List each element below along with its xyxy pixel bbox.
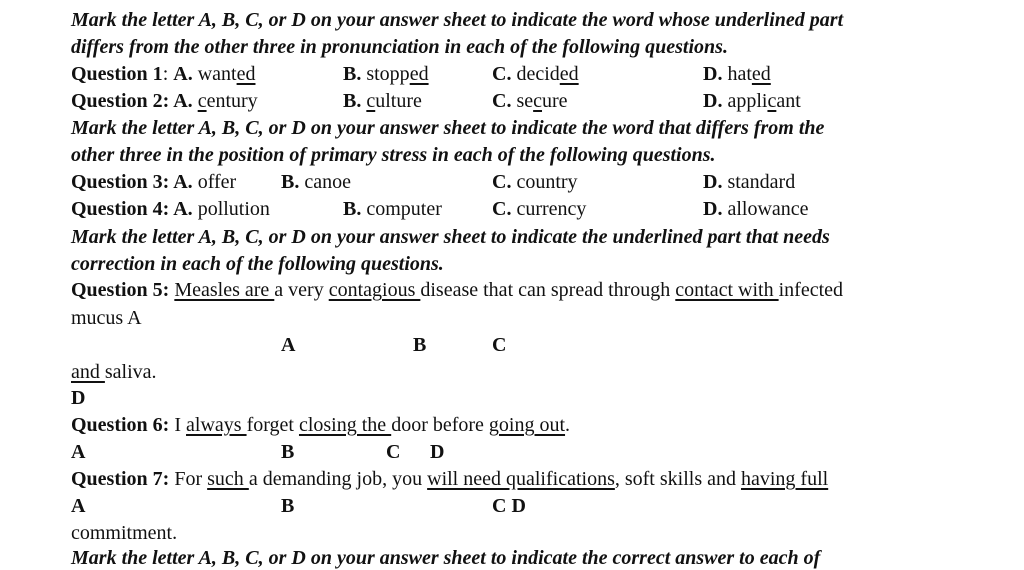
q7-underlined-c: having full [740,468,829,490]
q3-option-b [281,170,351,194]
q3-option-b-text: canoe [299,171,351,193]
q3-option-a: offer [192,171,237,193]
q2-option-d-letter: D. [703,90,723,112]
q1-option-d-underlined: ed [751,63,771,85]
q1-option-b-pre: stopp [361,63,410,85]
q4-option-c [492,197,586,221]
q7-mark-cd: C D [492,495,526,517]
q6-mark-d: D [430,441,445,463]
q7-text-3: , soft skills and [614,468,741,490]
q4-option-a: pollution [192,198,270,220]
question-7 [71,467,828,491]
q1-option-b-underlined: ed [409,63,429,85]
q1-option-b-letter: B. [343,63,362,85]
section1-instruction-line1: Mark the letter A, B, C, or D on your answer sheet to indicate the word whose underlined part [71,9,844,31]
question-2-label: Question 2: A. [71,90,193,112]
q2-option-d [703,89,801,113]
q6-underlined-c: going out [488,414,566,436]
q5-line2: mucus A [71,307,142,329]
q5-mark-c: C [492,334,507,356]
q7-line3: commitment. [71,522,178,544]
q3-option-d-text: standard [722,171,796,193]
q2-option-b-letter: B. [343,90,362,112]
q5-text-5: saliva. [104,361,157,383]
q1-option-c-letter: C. [492,63,512,85]
q2-option-d-pre: appli [722,90,768,112]
q7-text-1: For [169,468,208,490]
q1-option-c-pre: decid [511,63,560,85]
question-5 [71,278,843,302]
q2-option-c-letter: C. [492,90,512,112]
question-4 [71,197,270,221]
question-1 [71,62,255,86]
q1-option-a-underlined: ed [236,63,256,85]
q1-option-a-letter: A. [173,63,193,85]
q3-option-c [492,170,578,194]
section3-instruction-line1: Mark the letter A, B, C, or D on your answer sheet to indicate the underlined part that needs [71,226,830,248]
section1-instruction-line2: differs from the other three in pronunciation in each of the following questions. [71,36,728,58]
q4-option-c-letter: C. [492,198,512,220]
question-5-label: Question 5: [71,279,170,301]
q5-text-3: disease that can spread through [420,279,676,301]
q2-option-b [343,89,422,113]
question-2 [71,89,258,113]
q2-option-b-underlined: c [366,90,376,112]
q5-mark-b: B [413,334,427,356]
q3-option-c-letter: C. [492,171,512,193]
q6-text-4: . [565,414,571,436]
q1-option-d-pre: hat [722,63,752,85]
question-7-label: Question 7: [71,468,170,490]
q2-option-b-post: ulture [375,90,422,112]
q4-option-b [343,197,442,221]
section2-instruction-line1: Mark the letter A, B, C, or D on your answer sheet to indicate the word that differs from the [71,117,825,139]
q7-underlined-b: will need qualifications [427,468,615,490]
section2-instruction-line2: other three in the position of primary stress in each of the following questions. [71,144,716,166]
q3-option-d-letter: D. [703,171,723,193]
q5-underlined-b: contagious [328,279,421,301]
q1-option-d [703,62,771,86]
q6-underlined-a: always [186,414,247,436]
q6-text-2: forget [246,414,299,436]
q2-option-d-post: ant [776,90,801,112]
q2-option-c-pre: se [511,90,534,112]
q7-text-2: a demanding job, you [248,468,428,490]
q6-underlined-b: closing the [298,414,392,436]
question-3 [71,170,236,194]
q4-option-c-text: currency [511,198,587,220]
q2-option-d-underlined: c [767,90,777,112]
q2-option-c-post: ure [542,90,568,112]
q3-option-d [703,170,795,194]
q4-option-d-letter: D. [703,198,723,220]
question-1-label: Question 1 [71,63,163,85]
q1-option-c [492,62,579,86]
q3-option-b-letter: B. [281,171,300,193]
section3-instruction-line2: correction in each of the following questions. [71,253,444,275]
q4-option-d-text: allowance [722,198,809,220]
q1-option-b [343,62,429,86]
q4-option-b-letter: B. [343,198,362,220]
q4-option-d [703,197,809,221]
q1-option-a-pre: want [192,63,237,85]
q5-line4 [71,360,157,384]
q7-mark-b: B [281,495,295,517]
q5-underlined-a: Measles are [174,279,275,301]
q7-mark-a: A [71,495,86,517]
q2-option-c [492,89,568,113]
q2-option-c-underlined: c [533,90,543,112]
q6-text-1: I [169,414,187,436]
q2-option-a-underlined: c [197,90,207,112]
q6-mark-b: B [281,441,295,463]
q5-underlined-d: and [71,361,105,383]
q1-option-c-underlined: ed [559,63,579,85]
q7-underlined-a: such [207,468,249,490]
question-1-sep: : [162,63,174,85]
next-section-instruction: Mark the letter A, B, C, or D on your answer sheet to indicate the correct answer to each of [71,547,821,569]
q6-mark-c: C [386,441,401,463]
q5-text-4: infected [778,279,844,301]
q6-mark-a: A [71,441,86,463]
question-3-label: Question 3: A. [71,171,193,193]
q5-text-2: a very [274,279,329,301]
q6-text-3: door before [391,414,489,436]
q5-underlined-c: contact with [675,279,779,301]
q4-option-b-text: computer [361,198,442,220]
q5-mark-d: D [71,387,86,409]
q3-option-c-text: country [511,171,578,193]
question-4-label: Question 4: A. [71,198,193,220]
q1-option-d-letter: D. [703,63,723,85]
q2-option-a-post: entury [206,90,258,112]
question-6 [71,413,570,437]
question-6-label: Question 6: [71,414,170,436]
q5-mark-a: A [281,334,296,356]
